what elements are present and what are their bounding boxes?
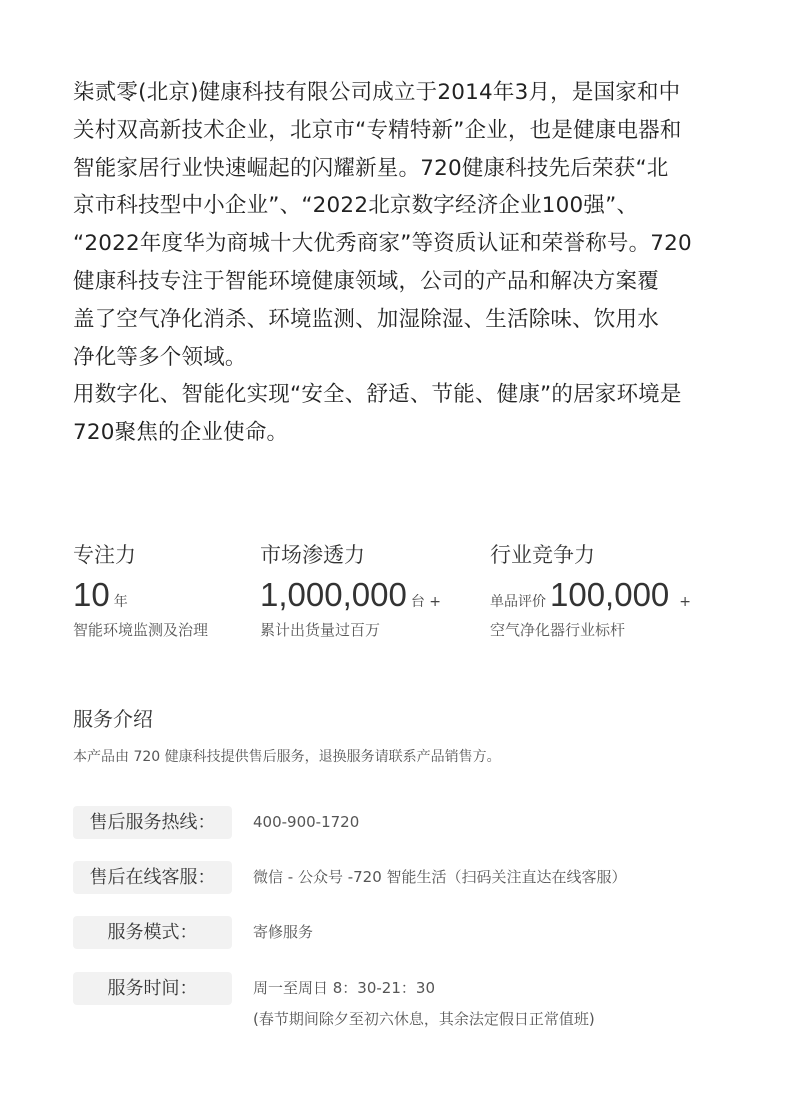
stat-unit: +: [679, 594, 692, 610]
intro-line: 盖了空气净化消杀、环境监测、加湿除湿、生活除味、饮用水: [73, 306, 659, 332]
service-title: 服务介绍: [73, 707, 153, 731]
service-label: 售后在线客服：: [73, 861, 232, 894]
intro-line: 用数字化、智能化实现“安全、舒适、节能、健康”的居家环境是: [73, 382, 682, 408]
stat-title: 专注力: [73, 543, 136, 567]
service-label: 服务模式：: [73, 916, 232, 949]
stat-title: 行业竞争力: [490, 543, 595, 567]
stat-title: 市场渗透力: [260, 543, 365, 567]
service-row-hours: [73, 972, 595, 1033]
service-label: 服务时间：: [73, 972, 232, 1005]
intro-line: 关村双高新技术企业，北京市“专精特新”企业，也是健康电器和: [73, 117, 682, 143]
company-intro: [73, 74, 733, 452]
stat-value: 100,000: [550, 576, 670, 613]
service-label: 售后服务热线：: [73, 806, 232, 839]
stat-subtitle: 累计出货量过百万: [260, 621, 381, 639]
service-value: 400-900-1720: [253, 813, 360, 831]
stat-competition: [490, 538, 695, 642]
service-row-hotline: [73, 806, 359, 839]
stat-subtitle: 空气净化器行业标杆: [490, 621, 626, 639]
stat-prefix: 单品评价: [490, 594, 546, 610]
service-value: 周一至周日 8：30-21：30: [253, 979, 435, 997]
intro-line: 健康科技专注于智能环境健康领域，公司的产品和解决方案覆: [73, 268, 659, 294]
service-description: 本产品由 720 健康科技提供售后服务，退换服务请联系产品销售方。: [73, 749, 501, 765]
service-row-online: [73, 861, 627, 894]
intro-line: 智能家居行业快速崛起的闪耀新星。720健康科技先后荣获“北: [73, 155, 669, 181]
service-value: 寄修服务: [253, 923, 314, 941]
intro-line: “2022年度华为商城十大优秀商家”等资质认证和荣誉称号。720: [73, 231, 692, 257]
stat-focus: [73, 538, 208, 642]
intro-line: 720聚焦的企业使命。: [73, 420, 289, 446]
service-row-mode: [73, 916, 313, 949]
stat-value: 10: [73, 576, 110, 613]
intro-line: 京市科技型中小企业”、“2022北京数字经济企业100强”、: [73, 193, 639, 219]
stat-unit: 台 +: [410, 594, 441, 610]
intro-line: 柒贰零(北京)健康科技有限公司成立于2014年3月，是国家和中: [73, 80, 681, 105]
service-value: 微信 - 公众号 -720 智能生活（扫码关注直达在线客服）: [253, 868, 627, 886]
stat-subtitle: 智能环境监测及治理: [73, 621, 209, 639]
stat-market: [260, 538, 445, 642]
intro-line: 净化等多个领域。: [73, 344, 247, 370]
stat-unit: 年: [113, 594, 128, 610]
service-value-note: (春节期间除夕至初六休息，其余法定假日正常值班): [253, 1010, 595, 1028]
stat-value: 1,000,000: [260, 576, 407, 613]
